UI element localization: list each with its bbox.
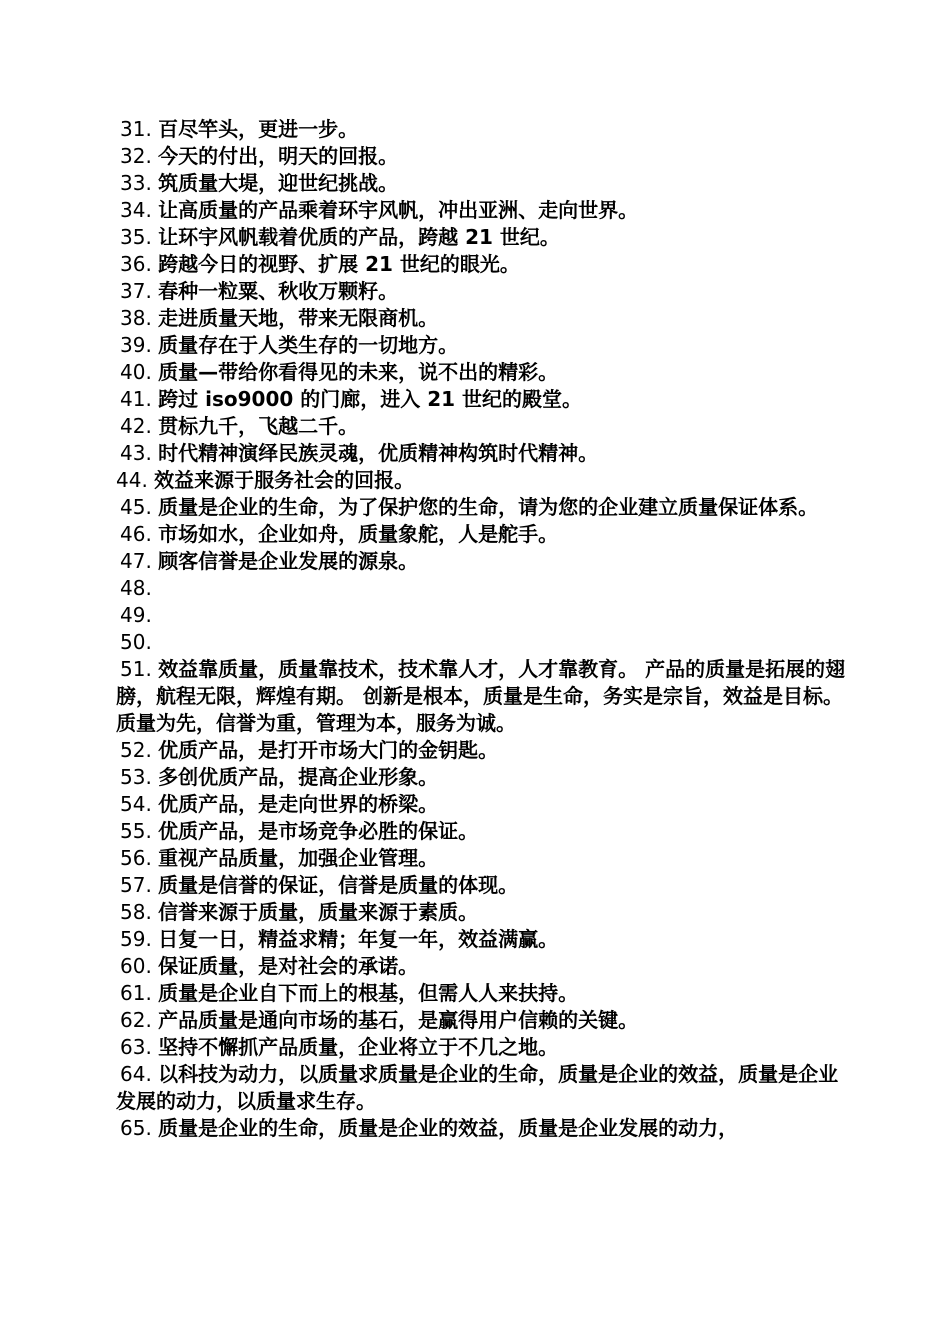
list-item [116, 656, 856, 737]
item-text: 优质产品，是走向世界的桥梁。 [158, 792, 439, 816]
item-text: 让高质量的产品乘着环宇风帆，冲出亚洲、走向世界。 [158, 198, 639, 222]
list-item [116, 899, 856, 926]
item-text: 今天的付出，明天的回报。 [158, 144, 399, 168]
list-item [116, 926, 856, 953]
item-number: 47. [120, 549, 159, 573]
item-text: 跨过 iso9000 的门廊，进入 21 世纪的殿堂。 [158, 387, 583, 411]
list-item [116, 980, 856, 1007]
item-number: 45. [120, 495, 159, 519]
list-item [116, 467, 856, 494]
item-number: 63. [120, 1035, 159, 1059]
item-number: 57. [120, 873, 159, 897]
item-number: 54. [120, 792, 159, 816]
item-number: 42. [120, 414, 159, 438]
item-number: 51. [120, 657, 159, 681]
item-text: 保证质量，是对社会的承诺。 [158, 954, 419, 978]
item-text: 走进质量天地，带来无限商机。 [158, 306, 439, 330]
list-item [116, 602, 856, 629]
item-number: 61. [120, 981, 159, 1005]
list-item [116, 251, 856, 278]
item-text: 效益来源于服务社会的回报。 [154, 468, 415, 492]
list-item [116, 1115, 856, 1142]
list-item [116, 845, 856, 872]
list-item [116, 224, 856, 251]
item-text: 优质产品，是市场竞争必胜的保证。 [158, 819, 479, 843]
list-item [116, 305, 856, 332]
item-text: 以科技为动力，以质量求质量是企业的生命，质量是企业的效益，质量是企业发展的动力，以质量求生存。 [116, 1062, 839, 1113]
list-item [116, 1034, 856, 1061]
item-number: 52. [120, 738, 159, 762]
item-text: 时代精神演绎民族灵魂，优质精神构筑时代精神。 [158, 441, 599, 465]
item-number: 35. [120, 225, 159, 249]
item-number: 44. [116, 468, 155, 492]
item-number: 40. [120, 360, 159, 384]
list-item [116, 953, 856, 980]
item-text: 信誉来源于质量，质量来源于素质。 [158, 900, 479, 924]
list-item [116, 197, 856, 224]
list-item [116, 791, 856, 818]
item-number: 48. [120, 576, 152, 600]
item-text: 让环宇风帆载着优质的产品，跨越 21 世纪。 [158, 225, 560, 249]
item-number: 49. [120, 603, 152, 627]
list-item [116, 494, 856, 521]
item-number: 60. [120, 954, 159, 978]
item-text: 质量存在于人类生存的一切地方。 [158, 333, 459, 357]
list-item [116, 170, 856, 197]
item-text: 筑质量大堤，迎世纪挑战。 [158, 171, 399, 195]
item-number: 37. [120, 279, 159, 303]
item-number: 43. [120, 441, 159, 465]
item-number: 64. [120, 1062, 159, 1086]
item-text: 质量是企业自下而上的根基，但需人人来扶持。 [158, 981, 579, 1005]
item-number: 31. [120, 117, 159, 141]
item-number: 58. [120, 900, 159, 924]
list-item [116, 386, 856, 413]
item-text: 跨越今日的视野、扩展 21 世纪的眼光。 [158, 252, 520, 276]
list-item [116, 737, 856, 764]
list-item [116, 575, 856, 602]
item-number: 65. [120, 1116, 159, 1140]
item-text: 质量是企业的生命，质量是企业的效益，质量是企业发展的动力， [158, 1116, 739, 1140]
item-text: 春种一粒粟、秋收万颗籽。 [158, 279, 399, 303]
list-item [116, 629, 856, 656]
item-text: 市场如水，企业如舟，质量象舵，人是舵手。 [158, 522, 559, 546]
item-number: 62. [120, 1008, 159, 1032]
item-text: 优质产品，是打开市场大门的金钥匙。 [158, 738, 499, 762]
item-number: 32. [120, 144, 159, 168]
slogan-list [116, 116, 856, 1142]
item-number: 50. [120, 630, 152, 654]
list-item [116, 413, 856, 440]
list-item [116, 359, 856, 386]
list-item [116, 143, 856, 170]
list-item [116, 548, 856, 575]
list-item [116, 1061, 856, 1115]
item-text: 质量是信誉的保证，信誉是质量的体现。 [158, 873, 519, 897]
item-number: 53. [120, 765, 159, 789]
item-text: 顾客信誉是企业发展的源泉。 [158, 549, 419, 573]
item-text: 质量—带给你看得见的未来，说不出的精彩。 [158, 360, 559, 384]
item-number: 38. [120, 306, 159, 330]
item-text: 重视产品质量，加强企业管理。 [158, 846, 439, 870]
item-number: 36. [120, 252, 159, 276]
list-item [116, 332, 856, 359]
item-number: 46. [120, 522, 159, 546]
item-number: 55. [120, 819, 159, 843]
item-text: 质量是企业的生命，为了保护您的生命，请为您的企业建立质量保证体系。 [158, 495, 819, 519]
list-item [116, 116, 856, 143]
list-item [116, 521, 856, 548]
item-number: 34. [120, 198, 159, 222]
list-item [116, 278, 856, 305]
item-text: 日复一日，精益求精；年复一年，效益满赢。 [158, 927, 559, 951]
item-number: 33. [120, 171, 159, 195]
item-text: 坚持不懈抓产品质量，企业将立于不几之地。 [158, 1035, 559, 1059]
list-item [116, 764, 856, 791]
item-text: 产品质量是通向市场的基石，是赢得用户信赖的关键。 [158, 1008, 639, 1032]
item-text: 百尽竿头，更进一步。 [158, 117, 359, 141]
item-text: 效益靠质量，质量靠技术，技术靠人才，人才靠教育。 产品的质量是拓展的翅膀，航程无限，辉煌有期。 创新是根本，质量是生命，务实是宗旨，效益是目标。 质量为先，信誉为重，管理为本，服务为诚。 [116, 657, 846, 735]
item-number: 39. [120, 333, 159, 357]
list-item [116, 872, 856, 899]
list-item [116, 818, 856, 845]
item-number: 41. [120, 387, 159, 411]
list-item [116, 440, 856, 467]
item-text: 贯标九千，飞越二千。 [158, 414, 359, 438]
item-text: 多创优质产品，提高企业形象。 [158, 765, 439, 789]
item-number: 56. [120, 846, 159, 870]
list-item [116, 1007, 856, 1034]
item-number: 59. [120, 927, 159, 951]
